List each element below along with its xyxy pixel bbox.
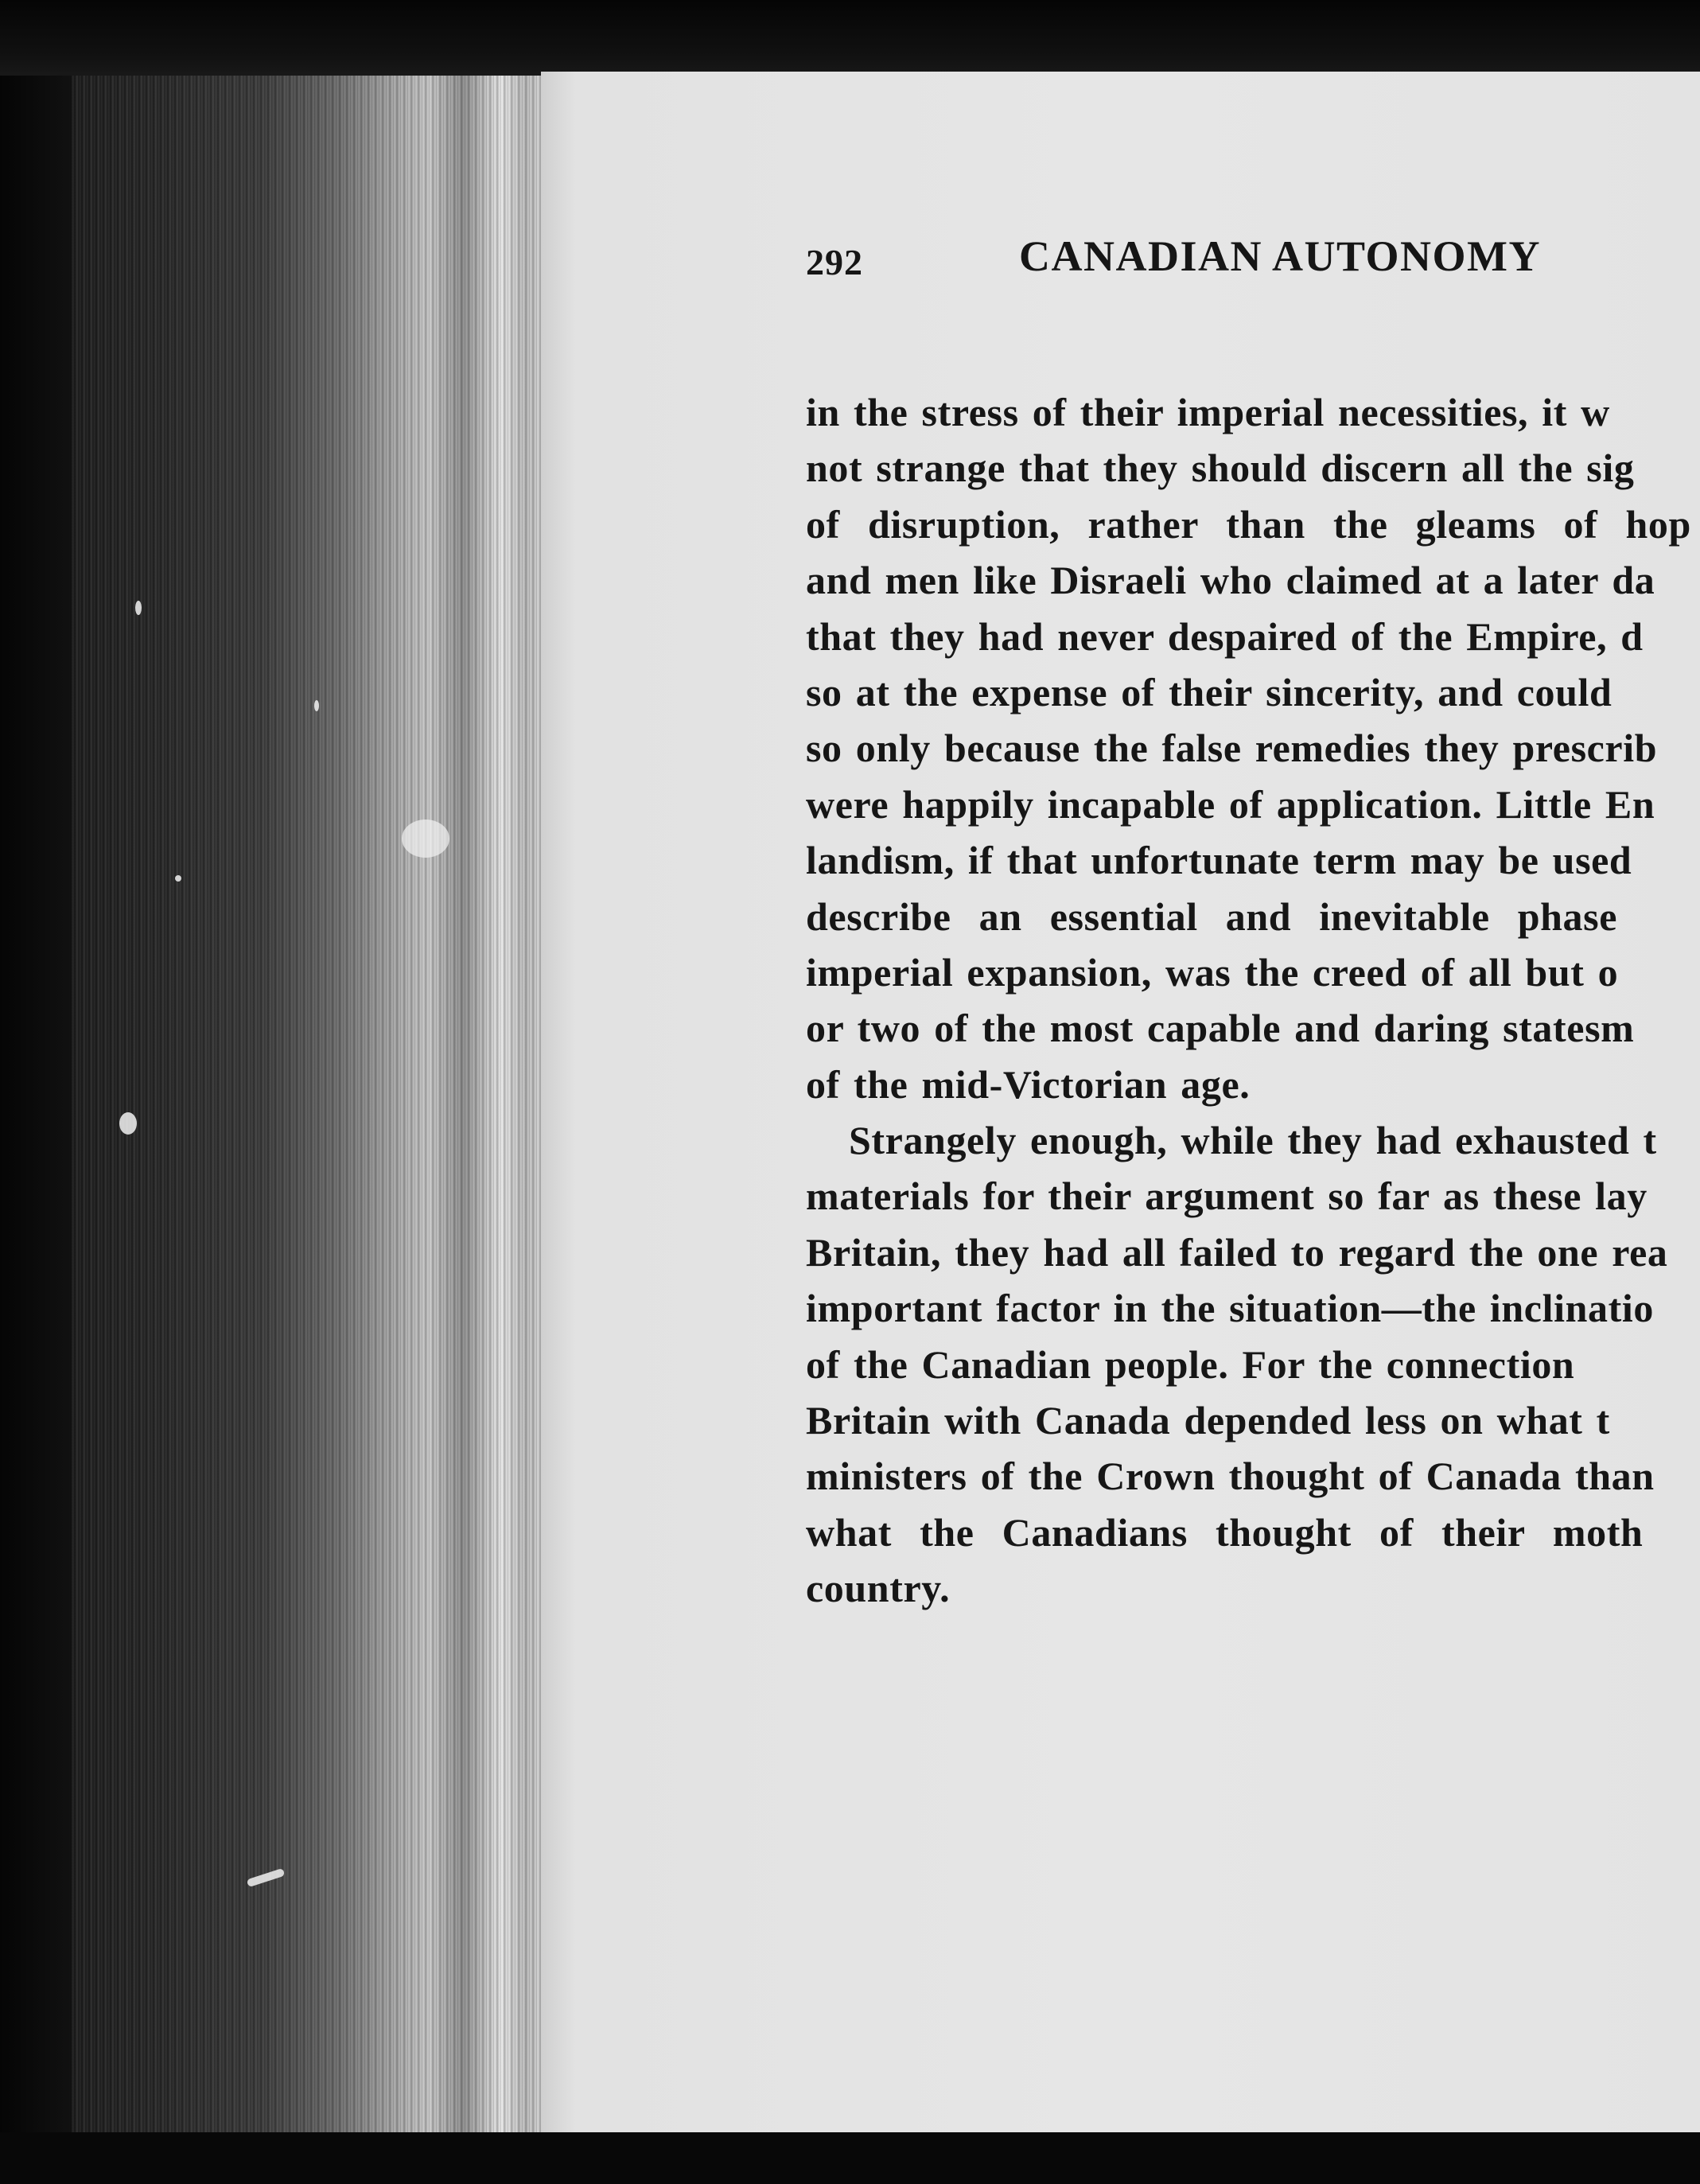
running-title: CANADIAN AUTONOMY <box>1019 232 1542 280</box>
text-line: country. <box>806 1566 951 1611</box>
text-line: in the stress of their imperial necessities, it w <box>806 390 1610 434</box>
text-line: not strange that they should discern all the sig <box>806 446 1635 491</box>
text-line: of the mid-Victorian age. <box>806 1061 1251 1107</box>
running-head <box>806 227 1700 290</box>
scan-top-border <box>0 0 1700 80</box>
text-line: Strangely enough, while they had exhausted t <box>849 1118 1657 1163</box>
dust-speck <box>314 700 319 711</box>
text-line: ministers of the Crown thought of Canada than <box>806 1454 1655 1499</box>
text-line: and men like Disraeli who claimed at a later da <box>806 558 1655 603</box>
page-content <box>806 227 1700 1611</box>
page-number: 292 <box>806 242 863 282</box>
dust-speck <box>402 819 449 858</box>
text-line: what the Canadians thought of their moth <box>806 1509 1644 1555</box>
paragraph-2 <box>806 1112 1700 1617</box>
text-line: landism, if that unfortunate term may be used <box>806 838 1632 883</box>
text-line: important factor in the situation—the inclinatio <box>806 1286 1654 1331</box>
scan-bottom-border <box>0 2132 1700 2184</box>
text-line: of disruption, rather than the gleams of hop <box>806 501 1691 547</box>
text-line: materials for their argument so far as these lay <box>806 1174 1647 1219</box>
text-line: of the Canadian people. For the connection <box>806 1341 1575 1387</box>
text-line: imperial expansion, was the creed of all but o <box>806 949 1619 995</box>
paragraph-1 <box>806 384 1700 1112</box>
text-line: were happily incapable of application. Little En <box>806 781 1655 827</box>
text-line: that they had never despaired of the Empire, d <box>806 613 1644 659</box>
text-line: Britain, they had all failed to regard the one rea <box>806 1229 1668 1275</box>
dust-speck <box>135 601 142 615</box>
dust-speck <box>119 1112 137 1135</box>
text-line: describe an essential and inevitable phase <box>806 893 1617 939</box>
text-line: so at the expense of their sincerity, and could <box>806 669 1612 714</box>
page-edges-stack <box>72 76 549 2144</box>
text-line: so only because the false remedies they prescrib <box>806 726 1658 771</box>
book-page <box>541 72 1700 2136</box>
text-line: Britain with Canada depended less on what t <box>806 1398 1610 1443</box>
dust-speck <box>175 875 181 882</box>
body-text <box>806 384 1700 1617</box>
text-line: or two of the most capable and daring statesm <box>806 1006 1635 1051</box>
